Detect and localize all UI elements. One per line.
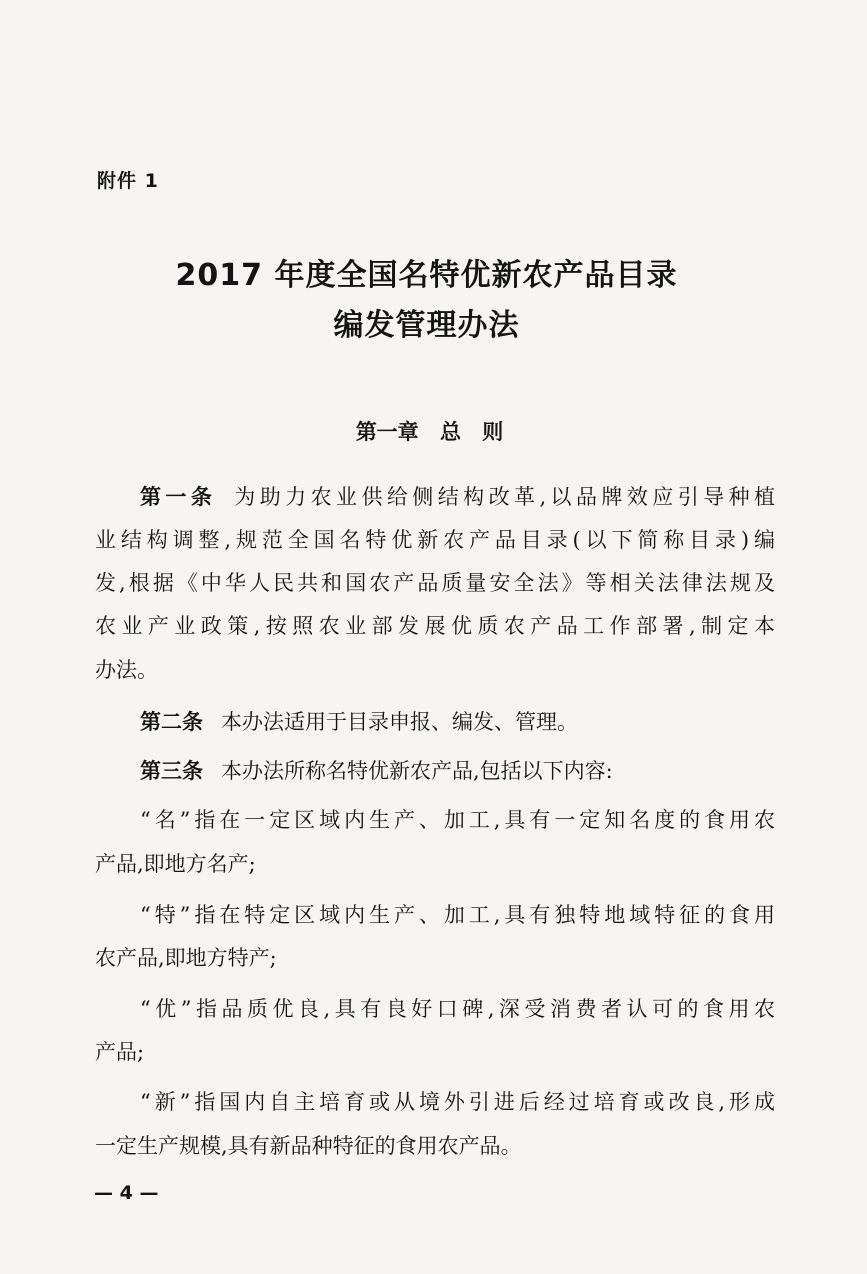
article-2-line: [140, 708, 775, 736]
article-2-label: 第二条: [140, 710, 203, 734]
article-2-text: 本办法适用于目录申报、编发、管理。: [221, 710, 578, 734]
article-1-line: 业结构调整,规范全国名特优新农产品目录(以下简称目录)编: [95, 528, 775, 552]
definition-you-line: “优”指品质优良,具有良好口碑,深受消费者认可的食用农: [140, 997, 775, 1021]
article-3-label: 第三条: [140, 759, 203, 783]
document-title-line-2: 编发管理办法: [333, 308, 520, 343]
article-1-line: [140, 483, 775, 511]
definition-te-line: 农产品,即地方特产;: [95, 946, 277, 970]
document-title-line-1: 2017 年度全国名特优新农产品目录: [175, 258, 678, 293]
article-1-label: 第一条: [140, 485, 217, 509]
attachment-label: 附件 1: [97, 170, 159, 192]
chapter-heading: [0, 416, 863, 446]
definition-xin-line: 一定生产规模,具有新品种特征的食用农产品。: [95, 1134, 522, 1158]
definition-xin-line: “新”指国内自主培育或从境外引进后经过培育或改良,形成: [140, 1090, 775, 1114]
article-1-line: 农业产业政策,按照农业部发展优质农产品工作部署,制定本: [95, 614, 775, 638]
article-1-line: 办法。: [95, 658, 158, 682]
article-3-line: [140, 757, 775, 785]
definition-ming-line: 产品,即地方名产;: [95, 852, 256, 876]
definition-te-line: “特”指在特定区域内生产、加工,具有独特地域特征的食用: [140, 903, 775, 927]
definition-you-line: 产品;: [95, 1040, 145, 1064]
chapter-name: 总 则: [440, 420, 504, 444]
definition-ming-line: “名”指在一定区域内生产、加工,具有一定知名度的食用农: [140, 808, 775, 832]
chapter-label: 第一章: [355, 420, 419, 444]
article-1-line: 发,根据《中华人民共和国农产品质量安全法》等相关法律法规及: [95, 571, 775, 595]
article-3-text: 本办法所称名特优新农产品,包括以下内容:: [221, 759, 613, 783]
page-number: — 4 —: [94, 1182, 159, 1204]
article-1-text: 为助力农业供给侧结构改革,以品牌效应引导种植: [234, 485, 775, 509]
